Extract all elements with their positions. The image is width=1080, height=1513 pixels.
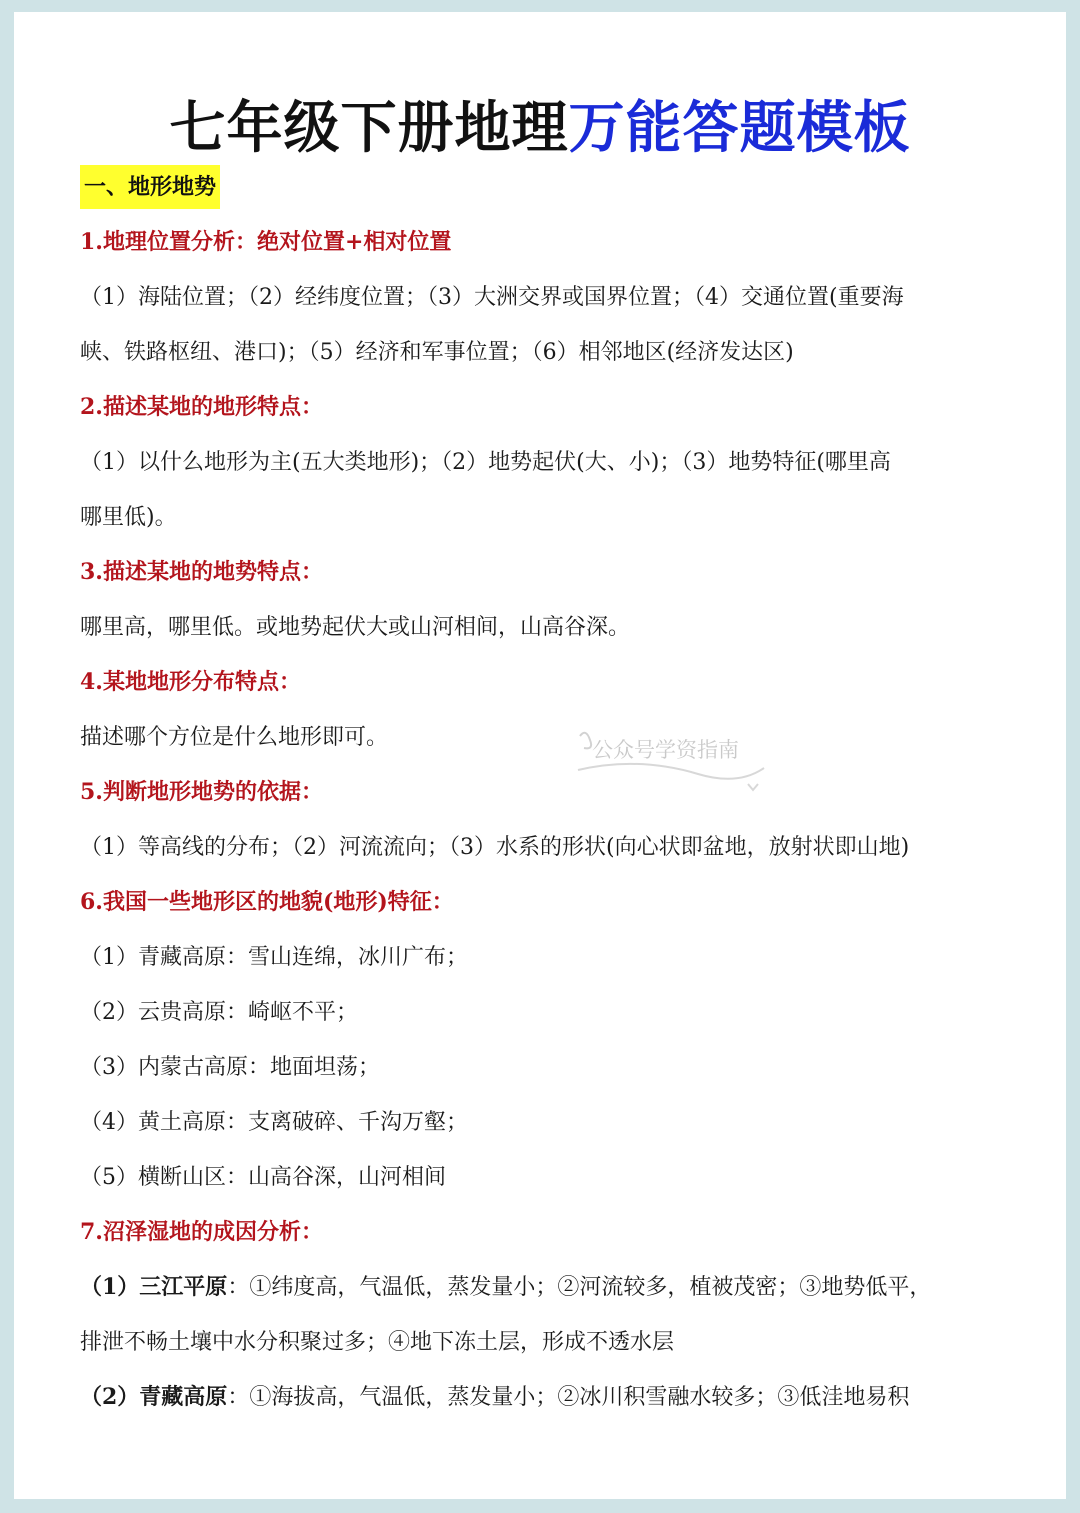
- paragraph-line: 哪里低)。: [80, 505, 177, 530]
- paragraph-line: [80, 1260, 1020, 1315]
- paragraph-line: （1）以什么地形为主(五大类地形)；（2）地势起伏(大、小)；（3）地势特征(哪里高: [80, 450, 891, 475]
- watermark-swirl-icon: [572, 726, 772, 796]
- list-item: （3）内蒙古高原：地面坦荡；: [80, 1055, 380, 1080]
- paragraph-line: （1）等高线的分布；（2）河流流向；（3）水系的形状(向心状即盆地，放射状即山地): [80, 835, 910, 860]
- paragraph-line: [80, 1370, 1020, 1425]
- title-accent: 万能答题模板: [568, 96, 911, 161]
- item-text: ：①纬度高，气温低，蒸发量小；②河流较多，植被茂密；③地势低平，: [227, 1275, 932, 1300]
- section-heading-row: [80, 160, 1020, 215]
- watermark: [592, 734, 739, 764]
- list-item: （1）青藏高原：雪山连绵，冰川广布；: [80, 945, 468, 970]
- paragraph-line: 描述哪个方位是什么地形即可。: [80, 725, 389, 750]
- title-black: 七年级下册地理: [169, 96, 569, 161]
- item-label: （2）青藏高原: [80, 1384, 228, 1410]
- section-heading: 一、地形地势: [80, 165, 220, 209]
- heading-6: 6.我国一些地形区的地貌(地形)特征：: [80, 889, 454, 915]
- item-text: ：①海拔高，气温低，蒸发量小；②冰川积雪融水较多；③低洼地易积: [227, 1385, 910, 1410]
- paragraph-line: （1）海陆位置；（2）经纬度位置；（3）大洲交界或国界位置；（4）交通位置(重要海: [80, 285, 904, 310]
- list-item: （4）黄土高原：支离破碎、千沟万壑；: [80, 1110, 468, 1135]
- paragraph-line: 峡、铁路枢纽、港口)；（5）经济和军事位置；（6）相邻地区(经济发达区): [80, 340, 794, 365]
- heading-4: 4.某地地形分布特点：: [80, 669, 301, 695]
- heading-2: 2.描述某地的地形特点：: [80, 394, 323, 420]
- list-item: （5）横断山区：山高谷深，山河相间: [80, 1165, 446, 1190]
- item-label: （1）三江平原: [80, 1274, 228, 1300]
- heading-5: 5.判断地形地势的依据：: [80, 779, 323, 805]
- heading-3: 3.描述某地的地势特点：: [80, 559, 323, 585]
- list-item: （2）云贵高原：崎岖不平；: [80, 1000, 358, 1025]
- heading-7: 7.沼泽湿地的成因分析：: [80, 1219, 323, 1245]
- content: [80, 160, 1020, 1425]
- document-page: [14, 12, 1066, 1499]
- heading-1: 1.地理位置分析：绝对位置+相对位置: [80, 229, 452, 255]
- watermark-text: 公众号学资指南: [592, 738, 739, 762]
- page-title: [14, 94, 1066, 164]
- paragraph-line: 哪里高，哪里低。或地势起伏大或山河相间，山高谷深。: [80, 615, 631, 640]
- paragraph-line: 排泄不畅土壤中水分积聚过多；④地下冻土层，形成不透水层: [80, 1330, 675, 1355]
